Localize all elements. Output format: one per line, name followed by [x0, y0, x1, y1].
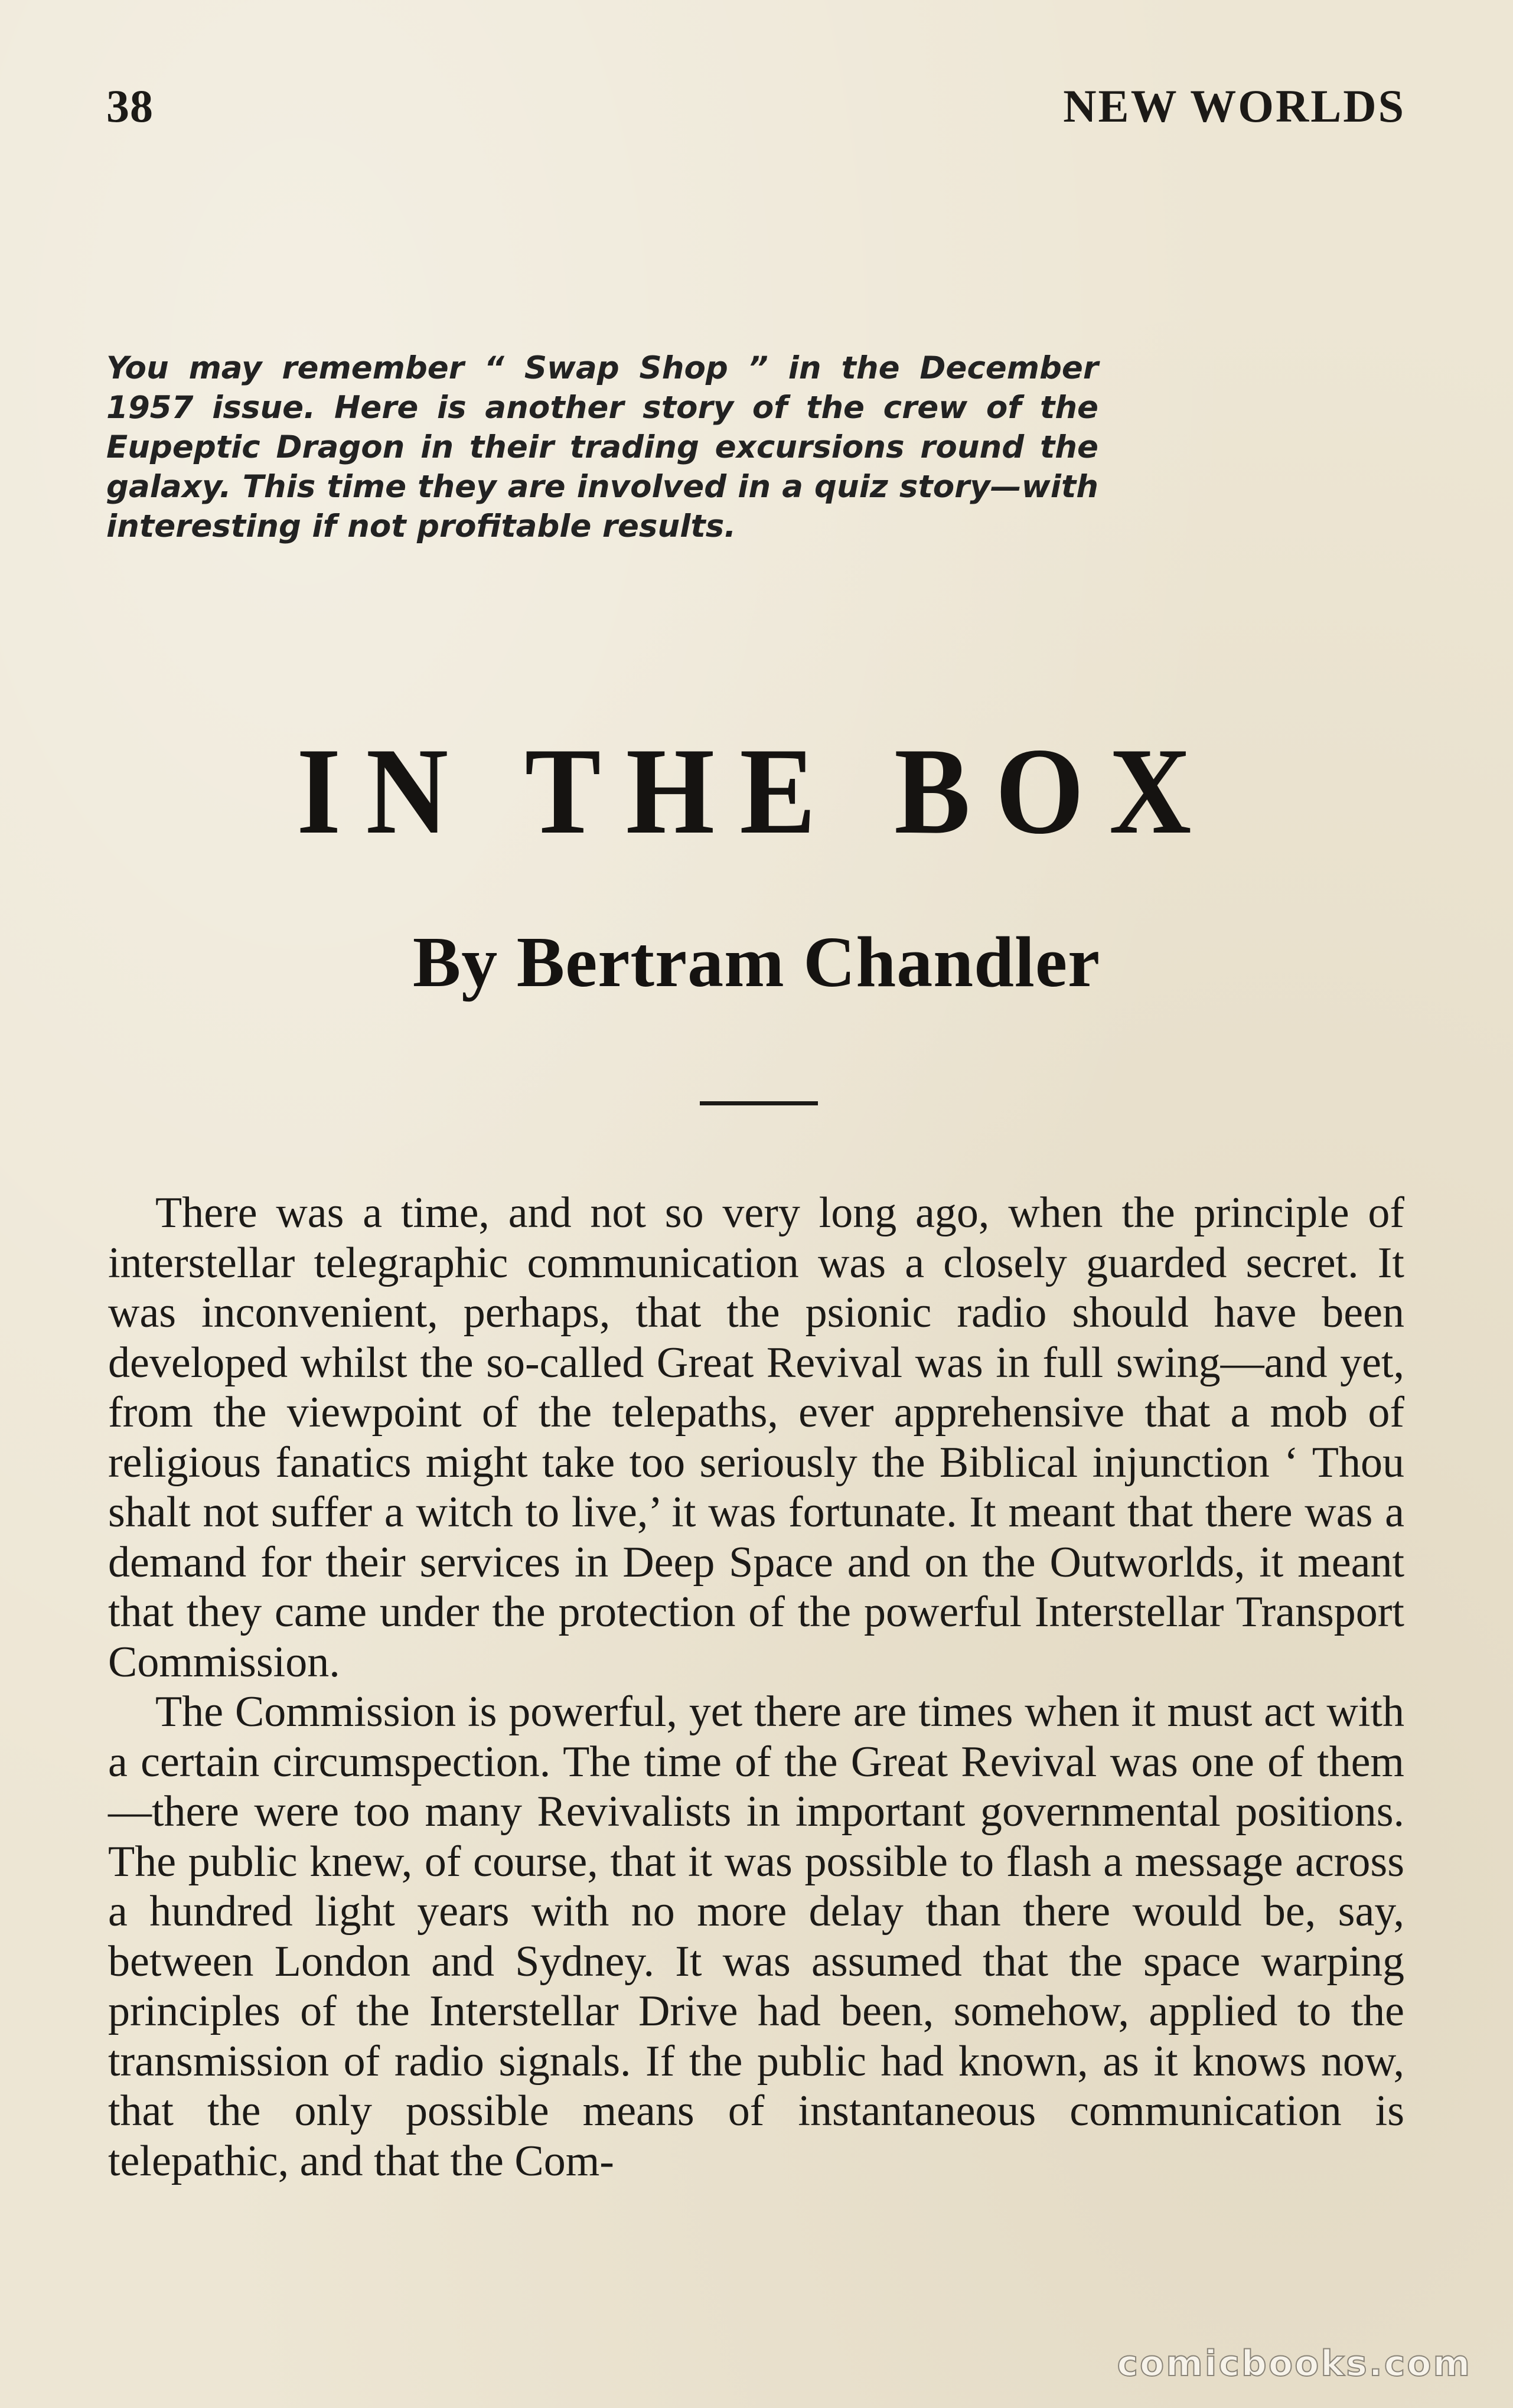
- title-divider: [700, 1101, 818, 1105]
- story-title: IN THE BOX: [296, 723, 1217, 860]
- running-head: [106, 80, 1406, 139]
- story-byline: By Bertram Chandler: [412, 922, 1101, 1002]
- story-body: [108, 1188, 1404, 2186]
- page-number: 38: [106, 80, 154, 132]
- magazine-title: NEW WORLDS: [1063, 80, 1406, 132]
- watermark: comicbooks.com: [1117, 2343, 1472, 2384]
- body-paragraph-1: There was a time, and not so very long ago, when the principle of interstellar telegraphic communication was a closely guarded secret. It was inconvenient, perhaps, that the psionic radio should have been developed whilst the so-called Great Revival was in full swing—and yet, from the viewpoint of the telepaths, ever apprehensive that a mob of religious fanatics might take too seriously the Biblical injunction ‘ Thou shalt not suffer a witch to live,’ it was fortunate. It meant that there was a demand for their services in Deep Space and on the Outworlds, it meant that they came under the protection of the powerful Interstellar Transport Commission.: [108, 1189, 1404, 1686]
- body-paragraph-2: The Commission is powerful, yet there are times when it must act with a certain circumspection. The time of the Great Revival was one of them—there were too many Revivalists in important governmental positions. The public knew, of course, that it was possible to flash a message across a hundred light years with no more delay than there would be, say, between London and Sydney. It was assumed that the space warping principles of the Interstellar Drive had been, somehow, applied to the transmission of radio signals. If the public had known, as it knows now, that the only possible means of instantaneous communication is telepathic, and that the Com-: [108, 1688, 1404, 2185]
- story-blurb: You may remember “ Swap Shop ” in the December 1957 issue. Here is another story of the crew of the Eupeptic Dragon in their trading excursions round the galaxy. This time they are involved in a quiz story—with interesting if not profitable results.: [106, 350, 1098, 544]
